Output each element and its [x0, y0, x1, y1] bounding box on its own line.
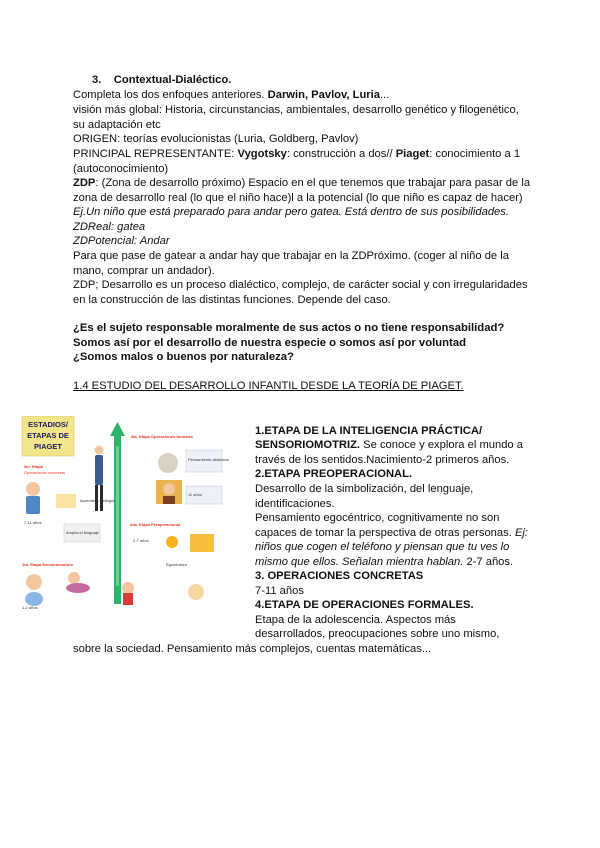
baby-2-head: [68, 572, 80, 584]
question-1: ¿Es el sujeto responsable moralmente de sus actos o no tiene responsabilidad?: [73, 322, 505, 334]
stage-4-label: 4ta. Etapa Operaciones formales: [131, 434, 194, 439]
stage-2-line-3: Pensamiento egocéntrico, cognitivamente no son: [255, 512, 500, 524]
stage-3-note: Aprende a distinguir: [80, 498, 116, 503]
adolescent-body: [95, 455, 103, 485]
toddler-head: [122, 582, 134, 594]
line-1: [73, 88, 389, 103]
line-5-post: : conocimiento a 1: [429, 148, 521, 160]
stage-1-desc-b: través de los sentidos.Nacimiento-2 primeros años.: [255, 454, 510, 466]
line-7-rest: : (Zona de desarrollo próximo) Espacio en el que tenemos que trabajar para pasar de la: [95, 177, 531, 189]
stage-3-title: 3. OPERACIONES CONCRETAS: [255, 570, 424, 582]
line-7: [73, 176, 530, 191]
stage-2-note-2: Amplía el lenguaje: [66, 530, 99, 535]
line-5-mid: : construcción a dos//: [286, 148, 396, 160]
title-line-1: ESTADIOS/: [28, 420, 68, 429]
stage-4-line-3: sobre la sociedad. Pensamiento más complejos, cuentas matemáticas...: [73, 643, 432, 655]
line-1-pre: Completa los dos enfoques anteriores.: [73, 89, 268, 101]
age-3-label: 7-11 años: [24, 520, 42, 525]
title-line-3: PIAGET: [34, 442, 62, 451]
line-3: su adaptación etc: [73, 119, 161, 131]
line-4: ORIGEN: teorías evolucionistas (Luria, Goldberg, Pavlov): [73, 133, 359, 145]
stage-2-label: 2da. Etapa Preoperacional: [130, 522, 181, 527]
stage-2-picture: [190, 534, 214, 552]
stage-2-line-6: [255, 555, 513, 570]
piaget-bold: Piaget: [395, 148, 430, 160]
stage-3-label: 3er. Etapa: [24, 464, 43, 469]
title-line-2: ETAPAS DE: [27, 431, 69, 440]
heading-title: Contextual-Dialéctico.: [113, 74, 232, 86]
stage-3-sublabel: Operaciones concretas: [24, 470, 66, 475]
stage-2-title: 2.ETAPA PREOPERACIONAL.: [255, 468, 413, 480]
baby-2-body: [66, 583, 90, 593]
child-3-head: [26, 482, 40, 496]
child-3-body: [26, 496, 40, 514]
question-3: ¿Somos malos o buenos por naturaleza?: [73, 351, 294, 363]
stage-1-title-b: SENSORIOMOTRIZ.: [255, 439, 361, 451]
stage-2-line-1: Desarrollo de la simbolización, del lenguaje,: [255, 483, 474, 495]
sun-icon: [166, 536, 178, 548]
stage-4-line-2: desarrollados, preocupaciones sobre uno mismo,: [255, 628, 500, 640]
infographic-svg: [20, 416, 238, 612]
stage-2-line-5: niños que cogen el teléfono y piensan que tu ves lo: [255, 541, 510, 553]
stage-1-desc-a: Se conoce y explora el mundo a: [360, 439, 523, 451]
heading-number: 3.: [92, 74, 102, 86]
adolescent-head: [95, 446, 104, 455]
vygotsky-bold: Vygotsky: [237, 148, 287, 160]
section-1-4-title: 1.4 ESTUDIO DEL DESARROLLO INFANTIL DESDE LA TEORÍA DE PIAGET.: [73, 380, 464, 392]
stage-4-note: Pensamiento abstracto: [188, 457, 229, 462]
line-13: mano, comprar un andador).: [73, 265, 215, 277]
stage-2-line-6-post: 2-7 años.: [463, 556, 514, 568]
stage-1-line: [255, 438, 523, 453]
line-1-post: ...: [379, 89, 390, 101]
line-5-pre: PRINCIPAL REPRESENTANTE:: [73, 148, 238, 160]
stage-3-picture: [56, 494, 76, 508]
line-5: [73, 147, 520, 162]
stage-4-title: 4.ETAPA DE OPERACIONES FORMALES.: [255, 599, 474, 611]
baby-body: [25, 592, 43, 606]
stage-2-note: Egocéntrico: [166, 562, 188, 567]
age-4-label: 11 años: [188, 492, 202, 497]
piaget-stages-infographic: [20, 416, 238, 612]
section-3-heading: [92, 73, 231, 88]
toddler-face-icon: [188, 584, 204, 600]
line-12: Para que pase de gatear a andar hay que trabajar en la ZDPróximo. (coger al niño de la: [73, 250, 509, 262]
baby-head: [26, 574, 42, 590]
line-14: ZDP; Desarrollo es un proceso dialéctico, complejo, de carácter social y con irregularidades: [73, 279, 528, 291]
arrow-highlight: [116, 446, 119, 586]
stage-2-line-4-pre: capaces de tomar la perspectiva de otras personas.: [255, 527, 515, 539]
stage-1-title-a: 1.ETAPA DE LA INTELIGENCIA PRÁCTICA/: [255, 425, 483, 437]
age-1-label: 1-2 años: [22, 605, 38, 610]
stage-4-line-1: Etapa de la adolescencia. Aspectos más: [255, 614, 456, 626]
question-2: Somos así por el desarrollo de nuestra especie o somos así por voluntad: [73, 337, 466, 349]
line-1-bold: Darwin, Pavlov, Luria: [267, 89, 380, 101]
stage-2-line-2: identificaciones.: [255, 498, 335, 510]
line-8: zona de desarrollo real (lo que el niño hace)l a la potencial (lo que niño es capaz de hacer): [73, 192, 523, 204]
line-15: en la construcción de las distintas funciones. Depende del caso.: [73, 294, 391, 306]
line-11: ZDPotencial: Andar: [73, 235, 170, 247]
age-2-label: 2-7 años: [133, 538, 149, 543]
photo-face: [163, 483, 175, 495]
zdp-bold: ZDP: [73, 177, 96, 189]
stage-1-label: 1ra. Etapa Sensoriomotora: [22, 562, 73, 567]
stage-2-line-4: [255, 526, 528, 541]
stage-4-picture: [158, 453, 178, 473]
photo-shirt: [163, 496, 175, 504]
toddler-body: [123, 593, 133, 605]
line-6: (autoconocimiento): [73, 163, 169, 175]
line-9: Ej.Un niño que está preparado para andar pero gatea. Está dentro de sus posibilidades.: [73, 206, 509, 218]
stage-3-line-1: 7-11 años: [255, 585, 304, 597]
stage-2-line-6-ital: mismo que ellos. Señalan mientra hablan.: [255, 556, 464, 568]
line-10: ZDReal: gatea: [73, 221, 146, 233]
line-2: visión más global: Historia, circunstancias, ambientales, desarrollo genético y filogenético,: [73, 104, 519, 116]
stage-2-line-4-ital: Ej:: [514, 527, 529, 539]
